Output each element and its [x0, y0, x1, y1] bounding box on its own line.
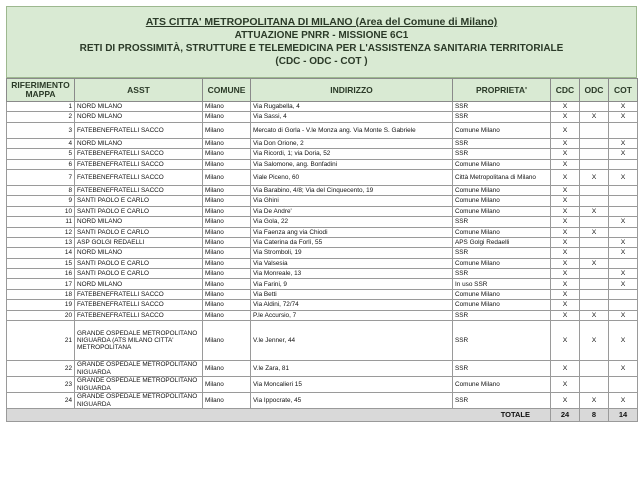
- row-cdc-mark: X: [551, 269, 580, 279]
- col-header-comune: COMUNE: [203, 79, 251, 102]
- row-cdc-mark: X: [551, 310, 580, 320]
- row-asst: NORD MILANO: [75, 279, 203, 289]
- col-header-cdc: CDC: [551, 79, 580, 102]
- row-indirizzo: Mercato di Gorla - V.le Monza ang. Via Monte S. Gabriele: [251, 122, 453, 138]
- row-asst: GRANDE OSPEDALE METROPOLITANO NIGUARDA (ATS MILANO CITTA' METROPOLITANA: [75, 321, 203, 361]
- row-indirizzo: Via De Andre': [251, 206, 453, 216]
- row-cot-mark: X: [609, 361, 638, 377]
- row-cdc-mark: X: [551, 112, 580, 122]
- row-proprieta: Comune Milano: [453, 300, 551, 310]
- row-cdc-mark: X: [551, 300, 580, 310]
- row-cot-mark: X: [609, 217, 638, 227]
- row-indirizzo: P.le Accursio, 7: [251, 310, 453, 320]
- total-odc: 8: [580, 409, 609, 422]
- row-number: 1: [7, 102, 75, 112]
- table-row: [7, 169, 638, 185]
- row-indirizzo: Via Farini, 9: [251, 279, 453, 289]
- row-odc-mark: [580, 237, 609, 247]
- row-indirizzo: Via Barabino, 4/8; Via del Cinquecento, 19: [251, 185, 453, 195]
- row-number: 23: [7, 377, 75, 393]
- row-proprieta: Città Metropolitana di Milano: [453, 169, 551, 185]
- row-indirizzo: Via Faenza ang via Chiodi: [251, 227, 453, 237]
- row-comune: Milano: [203, 321, 251, 361]
- table-row: [7, 149, 638, 159]
- row-number: 17: [7, 279, 75, 289]
- row-cdc-mark: X: [551, 393, 580, 409]
- row-number: 6: [7, 159, 75, 169]
- row-indirizzo: Via Sassi, 4: [251, 112, 453, 122]
- header-subtitle: ATTUAZIONE PNRR - MISSIONE 6C1: [234, 30, 409, 41]
- row-comune: Milano: [203, 258, 251, 268]
- table-row: [7, 159, 638, 169]
- row-number: 3: [7, 122, 75, 138]
- row-cdc-mark: X: [551, 289, 580, 299]
- row-indirizzo: V.le Zara, 81: [251, 361, 453, 377]
- row-comune: Milano: [203, 377, 251, 393]
- document-sheet: [6, 6, 637, 478]
- row-proprieta: Comune Milano: [453, 206, 551, 216]
- row-comune: Milano: [203, 169, 251, 185]
- row-cdc-mark: X: [551, 206, 580, 216]
- row-cot-mark: [609, 159, 638, 169]
- row-asst: FATEBENEFRATELLI SACCO: [75, 300, 203, 310]
- row-comune: Milano: [203, 196, 251, 206]
- row-cdc-mark: X: [551, 122, 580, 138]
- row-proprieta: SSR: [453, 149, 551, 159]
- row-proprieta: Comune Milano: [453, 159, 551, 169]
- row-comune: Milano: [203, 248, 251, 258]
- row-indirizzo: Via Ricordi, 1; via Doria, 52: [251, 149, 453, 159]
- table-row: [7, 102, 638, 112]
- row-comune: Milano: [203, 279, 251, 289]
- row-comune: Milano: [203, 361, 251, 377]
- row-cdc-mark: X: [551, 248, 580, 258]
- row-cot-mark: [609, 227, 638, 237]
- row-cot-mark: X: [609, 269, 638, 279]
- row-indirizzo: Viale Piceno, 60: [251, 169, 453, 185]
- row-comune: Milano: [203, 227, 251, 237]
- row-odc-mark: [580, 159, 609, 169]
- row-asst: ASP GOLGI REDAELLI: [75, 237, 203, 247]
- row-cot-mark: [609, 300, 638, 310]
- row-proprieta: SSR: [453, 269, 551, 279]
- row-cot-mark: X: [609, 393, 638, 409]
- row-cot-mark: X: [609, 138, 638, 148]
- row-proprieta: SSR: [453, 217, 551, 227]
- row-number: 16: [7, 269, 75, 279]
- row-odc-mark: [580, 300, 609, 310]
- row-proprieta: Comune Milano: [453, 122, 551, 138]
- table-row: [7, 361, 638, 377]
- row-cot-mark: X: [609, 248, 638, 258]
- row-indirizzo: V.le Jenner, 44: [251, 321, 453, 361]
- row-cdc-mark: X: [551, 102, 580, 112]
- row-proprieta: SSR: [453, 321, 551, 361]
- row-indirizzo: Via Salomone, ang. Bonfadini: [251, 159, 453, 169]
- row-asst: GRANDE OSPEDALE METROPOLITANO NIGUARDA: [75, 377, 203, 393]
- row-number: 13: [7, 237, 75, 247]
- table-row: [7, 393, 638, 409]
- row-proprieta: APS Golgi Redaelli: [453, 237, 551, 247]
- row-proprieta: Comune Milano: [453, 227, 551, 237]
- col-header-asst: ASST: [75, 79, 203, 102]
- row-comune: Milano: [203, 269, 251, 279]
- row-cdc-mark: X: [551, 217, 580, 227]
- row-proprieta: SSR: [453, 310, 551, 320]
- col-header-indirizzo: INDIRIZZO: [251, 79, 453, 102]
- total-cdc: 24: [551, 409, 580, 422]
- row-cdc-mark: X: [551, 227, 580, 237]
- table-body: [7, 102, 638, 409]
- row-odc-mark: [580, 248, 609, 258]
- row-odc-mark: [580, 196, 609, 206]
- row-odc-mark: X: [580, 227, 609, 237]
- row-asst: FATEBENEFRATELLI SACCO: [75, 310, 203, 320]
- row-number: 19: [7, 300, 75, 310]
- row-comune: Milano: [203, 237, 251, 247]
- row-indirizzo: Via Moncalieri 15: [251, 377, 453, 393]
- row-indirizzo: Via Rugabella, 4: [251, 102, 453, 112]
- row-proprieta: SSR: [453, 112, 551, 122]
- row-odc-mark: [580, 102, 609, 112]
- row-proprieta: SSR: [453, 138, 551, 148]
- row-comune: Milano: [203, 159, 251, 169]
- row-odc-mark: [580, 217, 609, 227]
- row-cdc-mark: X: [551, 185, 580, 195]
- row-comune: Milano: [203, 310, 251, 320]
- row-asst: SANTI PAOLO E CARLO: [75, 196, 203, 206]
- row-cdc-mark: X: [551, 279, 580, 289]
- row-number: 20: [7, 310, 75, 320]
- row-asst: FATEBENEFRATELLI SACCO: [75, 122, 203, 138]
- row-cot-mark: X: [609, 149, 638, 159]
- row-comune: Milano: [203, 102, 251, 112]
- table-row: [7, 227, 638, 237]
- row-comune: Milano: [203, 206, 251, 216]
- row-proprieta: SSR: [453, 248, 551, 258]
- row-odc-mark: [580, 279, 609, 289]
- row-asst: FATEBENEFRATELLI SACCO: [75, 149, 203, 159]
- table-row: [7, 269, 638, 279]
- row-proprieta: SSR: [453, 393, 551, 409]
- row-proprieta: Comune Milano: [453, 289, 551, 299]
- table-row: [7, 217, 638, 227]
- row-odc-mark: [580, 138, 609, 148]
- table-row: [7, 289, 638, 299]
- row-comune: Milano: [203, 217, 251, 227]
- header-row: [7, 79, 638, 102]
- row-odc-mark: [580, 149, 609, 159]
- row-number: 4: [7, 138, 75, 148]
- row-cdc-mark: X: [551, 237, 580, 247]
- row-asst: NORD MILANO: [75, 217, 203, 227]
- row-cdc-mark: X: [551, 169, 580, 185]
- row-indirizzo: Via Stromboli, 19: [251, 248, 453, 258]
- row-number: 2: [7, 112, 75, 122]
- row-proprieta: SSR: [453, 102, 551, 112]
- row-odc-mark: [580, 185, 609, 195]
- row-comune: Milano: [203, 138, 251, 148]
- row-asst: FATEBENEFRATELLI SACCO: [75, 289, 203, 299]
- row-cot-mark: [609, 258, 638, 268]
- row-indirizzo: Via Don Orione, 2: [251, 138, 453, 148]
- row-number: 22: [7, 361, 75, 377]
- row-odc-mark: X: [580, 321, 609, 361]
- row-asst: SANTI PAOLO E CARLO: [75, 258, 203, 268]
- row-cot-mark: [609, 196, 638, 206]
- header-banner: [6, 6, 637, 78]
- row-asst: NORD MILANO: [75, 102, 203, 112]
- col-header-proprieta: PROPRIETA': [453, 79, 551, 102]
- row-number: 5: [7, 149, 75, 159]
- header-acronyms: (CDC - ODC - COT ): [275, 56, 368, 67]
- row-number: 21: [7, 321, 75, 361]
- row-asst: SANTI PAOLO E CARLO: [75, 269, 203, 279]
- row-cdc-mark: X: [551, 258, 580, 268]
- row-odc-mark: X: [580, 169, 609, 185]
- row-cot-mark: X: [609, 112, 638, 122]
- row-number: 14: [7, 248, 75, 258]
- col-header-odc: ODC: [580, 79, 609, 102]
- row-proprieta: Comune Milano: [453, 185, 551, 195]
- row-proprieta: Comune Milano: [453, 196, 551, 206]
- row-odc-mark: [580, 377, 609, 393]
- totals-row: [7, 409, 638, 422]
- row-number: 11: [7, 217, 75, 227]
- row-number: 8: [7, 185, 75, 195]
- row-odc-mark: [580, 361, 609, 377]
- row-cot-mark: X: [609, 310, 638, 320]
- row-comune: Milano: [203, 393, 251, 409]
- row-asst: FATEBENEFRATELLI SACCO: [75, 159, 203, 169]
- row-cot-mark: X: [609, 169, 638, 185]
- header-description: RETI DI PROSSIMITÀ, STRUTTURE E TELEMEDICINA PER L'ASSISTENZA SANITARIA TERRITORIALE: [79, 43, 564, 54]
- header-title: ATS CITTA' METROPOLITANA DI MILANO (Area del Comune di Milano): [145, 16, 498, 28]
- row-cdc-mark: X: [551, 196, 580, 206]
- table-row: [7, 196, 638, 206]
- row-cdc-mark: X: [551, 159, 580, 169]
- row-comune: Milano: [203, 122, 251, 138]
- row-asst: NORD MILANO: [75, 138, 203, 148]
- row-comune: Milano: [203, 185, 251, 195]
- row-odc-mark: [580, 289, 609, 299]
- row-cot-mark: [609, 206, 638, 216]
- row-odc-mark: X: [580, 310, 609, 320]
- row-cot-mark: X: [609, 102, 638, 112]
- row-asst: NORD MILANO: [75, 112, 203, 122]
- row-cdc-mark: X: [551, 377, 580, 393]
- row-indirizzo: Via Betti: [251, 289, 453, 299]
- row-cot-mark: X: [609, 321, 638, 361]
- row-odc-mark: X: [580, 112, 609, 122]
- row-cot-mark: [609, 122, 638, 138]
- row-cot-mark: [609, 289, 638, 299]
- row-odc-mark: [580, 269, 609, 279]
- row-indirizzo: Via Monreale, 13: [251, 269, 453, 279]
- row-asst: SANTI PAOLO E CARLO: [75, 206, 203, 216]
- row-indirizzo: Via Gola, 22: [251, 217, 453, 227]
- table-row: [7, 377, 638, 393]
- row-indirizzo: Via Aldini, 72/74: [251, 300, 453, 310]
- row-cot-mark: X: [609, 279, 638, 289]
- row-asst: FATEBENEFRATELLI SACCO: [75, 169, 203, 185]
- row-number: 7: [7, 169, 75, 185]
- row-cot-mark: [609, 185, 638, 195]
- table-row: [7, 122, 638, 138]
- totals-label: TOTALE: [7, 409, 551, 422]
- table-row: [7, 185, 638, 195]
- total-cot: 14: [609, 409, 638, 422]
- col-header-rif: RIFERIMENTO MAPPA: [7, 79, 75, 102]
- row-proprieta: Comune Milano: [453, 377, 551, 393]
- row-cdc-mark: X: [551, 149, 580, 159]
- row-indirizzo: Via Ghini: [251, 196, 453, 206]
- row-cdc-mark: X: [551, 321, 580, 361]
- table-row: [7, 310, 638, 320]
- table-row: [7, 237, 638, 247]
- row-odc-mark: X: [580, 393, 609, 409]
- row-asst: GRANDE OSPEDALE METROPOLITANO NIGUARDA: [75, 393, 203, 409]
- row-comune: Milano: [203, 112, 251, 122]
- row-cdc-mark: X: [551, 361, 580, 377]
- row-proprieta: Comune Milano: [453, 258, 551, 268]
- col-header-cot: COT: [609, 79, 638, 102]
- row-number: 15: [7, 258, 75, 268]
- row-odc-mark: X: [580, 258, 609, 268]
- row-comune: Milano: [203, 300, 251, 310]
- table-row: [7, 321, 638, 361]
- row-number: 9: [7, 196, 75, 206]
- row-comune: Milano: [203, 289, 251, 299]
- row-asst: SANTI PAOLO E CARLO: [75, 227, 203, 237]
- row-odc-mark: X: [580, 206, 609, 216]
- row-indirizzo: Via Ippocrate, 45: [251, 393, 453, 409]
- structures-table: [6, 78, 638, 422]
- row-cot-mark: X: [609, 237, 638, 247]
- row-proprieta: In uso SSR: [453, 279, 551, 289]
- table-row: [7, 258, 638, 268]
- row-cdc-mark: X: [551, 138, 580, 148]
- row-indirizzo: Via Caterina da Forlì, 55: [251, 237, 453, 247]
- table-row: [7, 112, 638, 122]
- row-asst: NORD MILANO: [75, 248, 203, 258]
- table-row: [7, 300, 638, 310]
- row-number: 10: [7, 206, 75, 216]
- table-row: [7, 279, 638, 289]
- row-number: 12: [7, 227, 75, 237]
- row-cot-mark: [609, 377, 638, 393]
- table-row: [7, 206, 638, 216]
- row-comune: Milano: [203, 149, 251, 159]
- row-indirizzo: Via Valsesia: [251, 258, 453, 268]
- row-asst: GRANDE OSPEDALE METROPOLITANO NIGUARDA: [75, 361, 203, 377]
- row-number: 18: [7, 289, 75, 299]
- row-odc-mark: [580, 122, 609, 138]
- row-number: 24: [7, 393, 75, 409]
- table-row: [7, 248, 638, 258]
- table-row: [7, 138, 638, 148]
- row-asst: FATEBENEFRATELLI SACCO: [75, 185, 203, 195]
- row-proprieta: SSR: [453, 361, 551, 377]
